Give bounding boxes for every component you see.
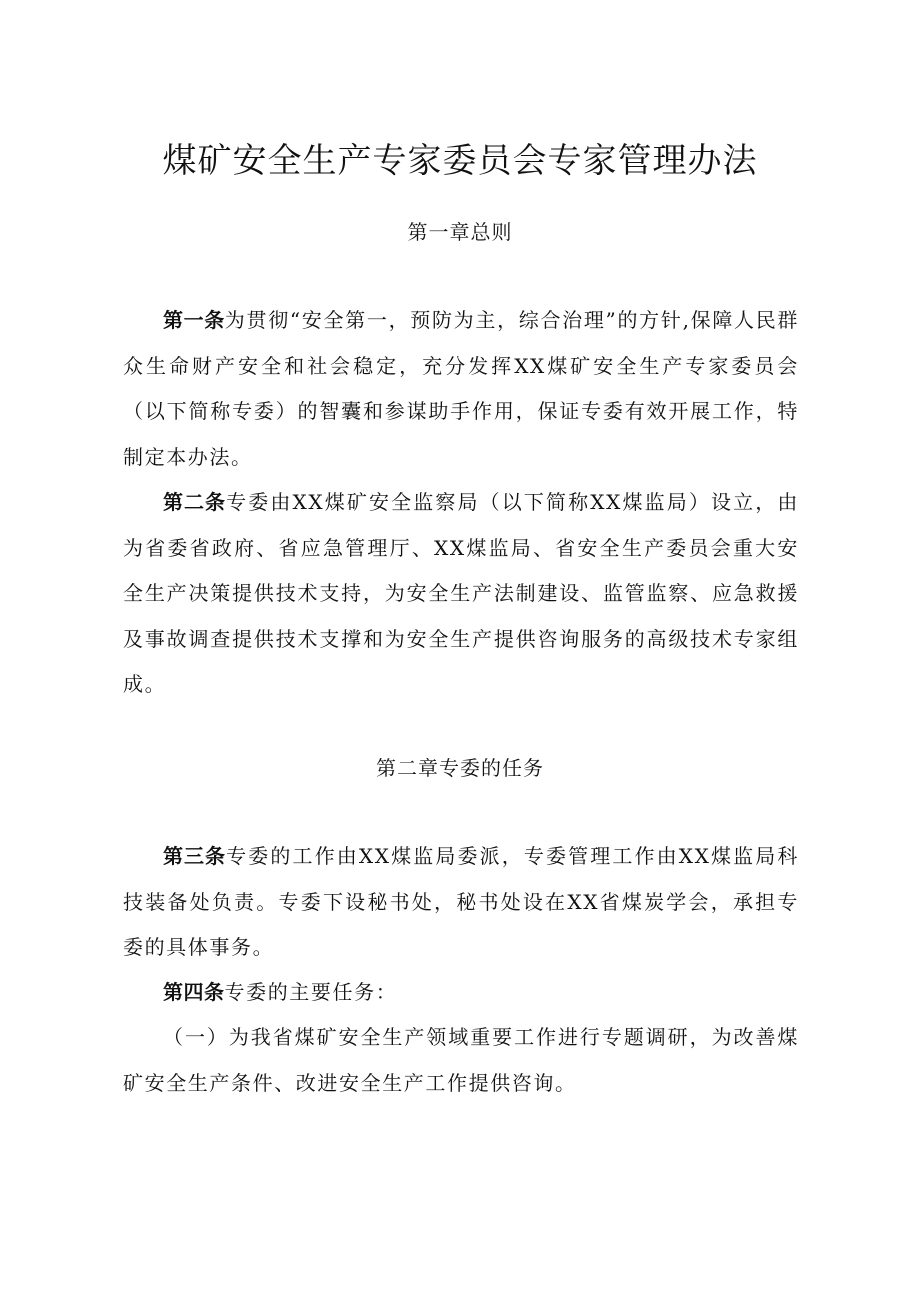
chapter-heading: 第二章专委的任务 xyxy=(376,756,544,780)
article-text: 为贯彻“安全第一，预防为主，综合治理”的方针,保障人民群众生命财产安全和社会稳定，充分发挥XX煤矿安全生产专家委员会（以下简称专委）的智囊和参谋助手作用，保证专委有效开展工作，特制定本办法。 xyxy=(123,308,800,469)
article-label: 第一条 xyxy=(163,308,225,332)
chapter-heading: 第一章总则 xyxy=(407,220,513,244)
article-text: 专委的工作由XX煤监局委派，专委管理工作由XX煤监局科技装备处负责。专委下设秘书处，秘书处设在XX省煤炭学会，承担专委的具体事务。 xyxy=(123,844,799,959)
article-label: 第四条 xyxy=(163,980,225,1004)
article-paragraph xyxy=(123,970,799,1016)
article-text: 专委的主要任务： xyxy=(224,980,398,1004)
article-paragraph xyxy=(123,298,799,480)
article-paragraph xyxy=(123,480,799,708)
list-item-paragraph: （一）为我省煤矿安全生产领域重要工作进行专题调研，为改善煤矿安全生产条件、改进安全生产工作提供咨询。 xyxy=(123,1025,799,1095)
article-label: 第二条 xyxy=(163,490,227,514)
article-paragraph xyxy=(123,834,799,971)
article-label: 第三条 xyxy=(163,844,227,868)
document-title: 煤矿安全生产专家委员会专家管理办法 xyxy=(162,140,758,181)
article-text: 专委由XX煤矿安全监察局（以下简称XX煤监局）设立，由为省委省政府、省应急管理厅、XX煤监局、省安全生产委员会重大安全生产决策提供技术支持，为安全生产法制建设、监管监察、应急救援及事故调查提供技术支撑和为安全生产提供咨询服务的高级技术专家组成。 xyxy=(123,490,799,696)
